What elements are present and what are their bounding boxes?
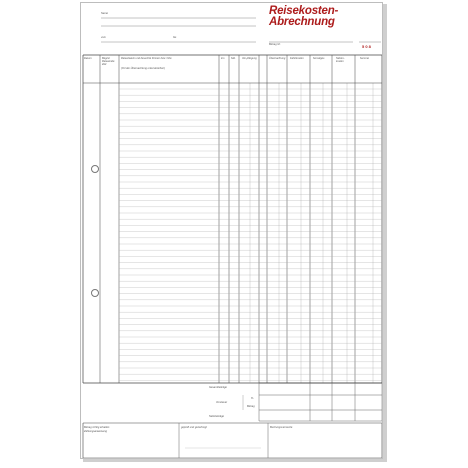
col-nebenkosten: Neben-kosten — [336, 57, 345, 63]
col-uebernachtung: Übernachtung — [269, 57, 286, 60]
col-fahrtkosten: Fahrtkosten — [290, 57, 304, 60]
gesamtbetraege-label: Gesamtbeträge — [209, 386, 227, 389]
name-label: Name — [101, 12, 108, 15]
percent-label: % — [251, 397, 254, 400]
col-km: km — [221, 57, 225, 60]
col-verpflegung: Ver-pflegung — [242, 57, 257, 60]
col-summe: Summe — [360, 57, 369, 60]
nettobetraege-label: Nettobeträge — [209, 415, 224, 418]
zahlungsanweisung-label: Zahlungsanweisung — [84, 430, 108, 433]
col-datum: Datum — [84, 57, 92, 60]
geprueft-label: geprüft und genehmigt — [181, 426, 207, 429]
form-grid — [81, 3, 383, 459]
vom-label: vom — [101, 36, 106, 39]
col-uebernachtung-note: (Ort der Übernachtung unterstreichen) — [121, 67, 165, 70]
betrag-nr-label: Betrag Nr. — [269, 43, 281, 46]
form-sheet — [80, 2, 383, 459]
buchungsvermerke-label: Buchungsvermerke — [270, 426, 293, 429]
col-reisezweck: Reisezweck und besuchte Firmen bzw. Orte — [121, 57, 172, 60]
form-code: 5 0 8 — [362, 44, 371, 49]
form-title: Reisekosten- Abrechnung — [269, 5, 339, 28]
vorsteuer-label: Vorsteuer — [216, 401, 228, 404]
col-sonstiges: Sonstiges — [313, 57, 325, 60]
punch-hole-bottom — [91, 289, 99, 297]
col-zeit: Beginn Reiseende Zeit — [102, 57, 115, 66]
betrag-label: Betrag — [247, 405, 255, 408]
col-std: Std. — [231, 57, 236, 60]
punch-hole-top — [91, 165, 99, 173]
betrag-erhalten-label: Betrag richtig erhalten — [84, 426, 110, 429]
bis-label: bis — [173, 36, 177, 39]
